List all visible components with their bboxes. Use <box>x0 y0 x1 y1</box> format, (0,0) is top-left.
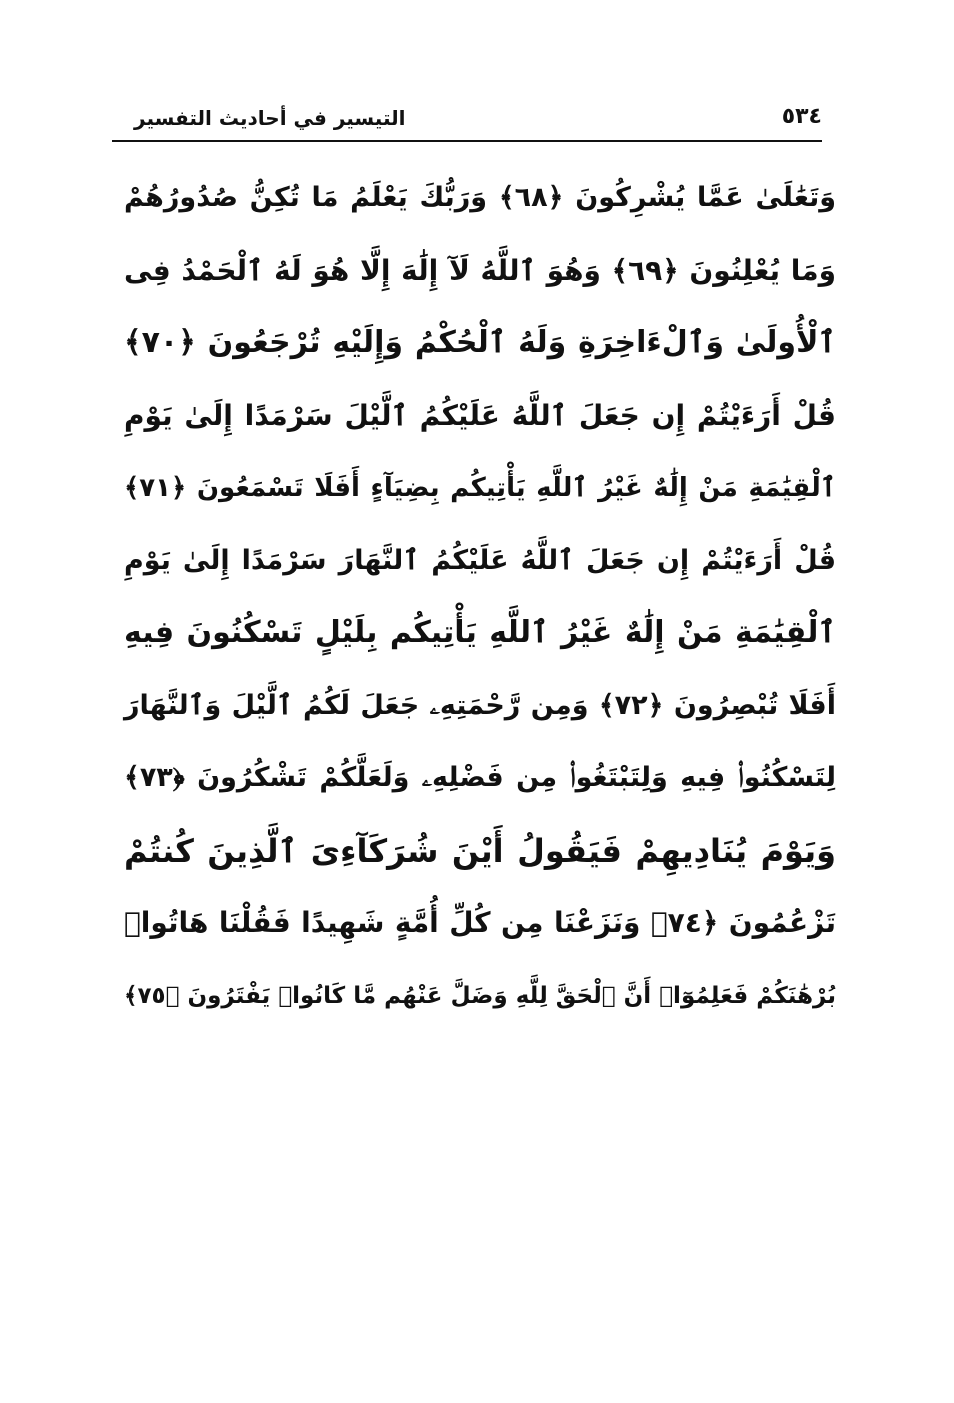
verse-line: ٱلْقِيَٰمَةِ مَنْ إِلَٰهٌ غَيْرُ ٱللَّهِ يَأْتِيكُم بِضِيَآءٍ أَفَلَا تَسْمَعُونَ ﴿٧١﴾ <box>124 473 836 503</box>
verse-line: ٱلْقِيَٰمَةِ مَنْ إِلَٰهٌ غَيْرُ ٱللَّهِ يَأْتِيكُم بِلَيْلٍ تَسْكُنُونَ فِيهِ <box>124 615 836 650</box>
verse-line: بُرْهَٰنَكُمْ فَعَلِمُوٓا۟ أَنَّ ٱلْحَقَّ لِلَّهِ وَضَلَّ عَنْهُم مَّا كَانُوا۟ يَفْتَرُونَ ﴿٧٥﴾ <box>124 982 836 1009</box>
quran-text-block <box>124 162 836 1032</box>
verse-line: أَفَلَا تُبْصِرُونَ ﴿٧٢﴾ وَمِن رَّحْمَتِهِۦ جَعَلَ لَكُمُ ٱلَّيْلَ وَٱلنَّهَارَ <box>124 689 836 721</box>
book-title: التيسير في أحاديث التفسير <box>134 106 406 130</box>
verse-line: قُلْ أَرَءَيْتُمْ إِن جَعَلَ ٱللَّهُ عَلَيْكُمُ ٱلَّيْلَ سَرْمَدًا إِلَىٰ يَوْمِ <box>124 398 836 432</box>
page-number: ٥٣٤ <box>781 104 822 129</box>
running-head <box>112 98 822 146</box>
verse-line: قُلْ أَرَءَيْتُمْ إِن جَعَلَ ٱللَّهُ عَلَيْكُمُ ٱلنَّهَارَ سَرْمَدًا إِلَىٰ يَوْمِ <box>124 544 836 576</box>
verse-line: لِتَسْكُنُوا۟ فِيهِ وَلِتَبْتَغُوا۟ مِن فَضْلِهِۦ وَلَعَلَّكُمْ تَشْكُرُونَ ﴿٧٣﴾ <box>124 762 836 793</box>
verse-line: ٱلْأُولَىٰ وَٱلْءَاخِرَةِ وَلَهُ ٱلْحُكْمُ وَإِلَيْهِ تُرْجَعُونَ ﴿٧٠﴾ <box>124 325 836 360</box>
verse-line: تَزْعُمُونَ ﴿٧٤﴾ وَنَزَعْنَا مِن كُلِّ أُمَّةٍ شَهِيدًا فَقُلْنَا هَاتُوا۟ <box>124 906 836 939</box>
verse-line: وَيَوْمَ يُنَادِيهِمْ فَيَقُولُ أَيْنَ شُرَكَآءِىَ ٱلَّذِينَ كُنتُمْ <box>124 831 836 870</box>
verse-line: وَتَعَٰلَىٰ عَمَّا يُشْرِكُونَ ﴿٦٨﴾ وَرَبُّكَ يَعْلَمُ مَا تُكِنُّ صُدُورُهُمْ <box>124 182 836 213</box>
header-rule <box>112 140 822 142</box>
verse-line: وَمَا يُعْلِنُونَ ﴿٦٩﴾ وَهُوَ ٱللَّهُ لَآ إِلَٰهَ إِلَّا هُوَ لَهُ ٱلْحَمْدُ فِى <box>124 253 836 287</box>
